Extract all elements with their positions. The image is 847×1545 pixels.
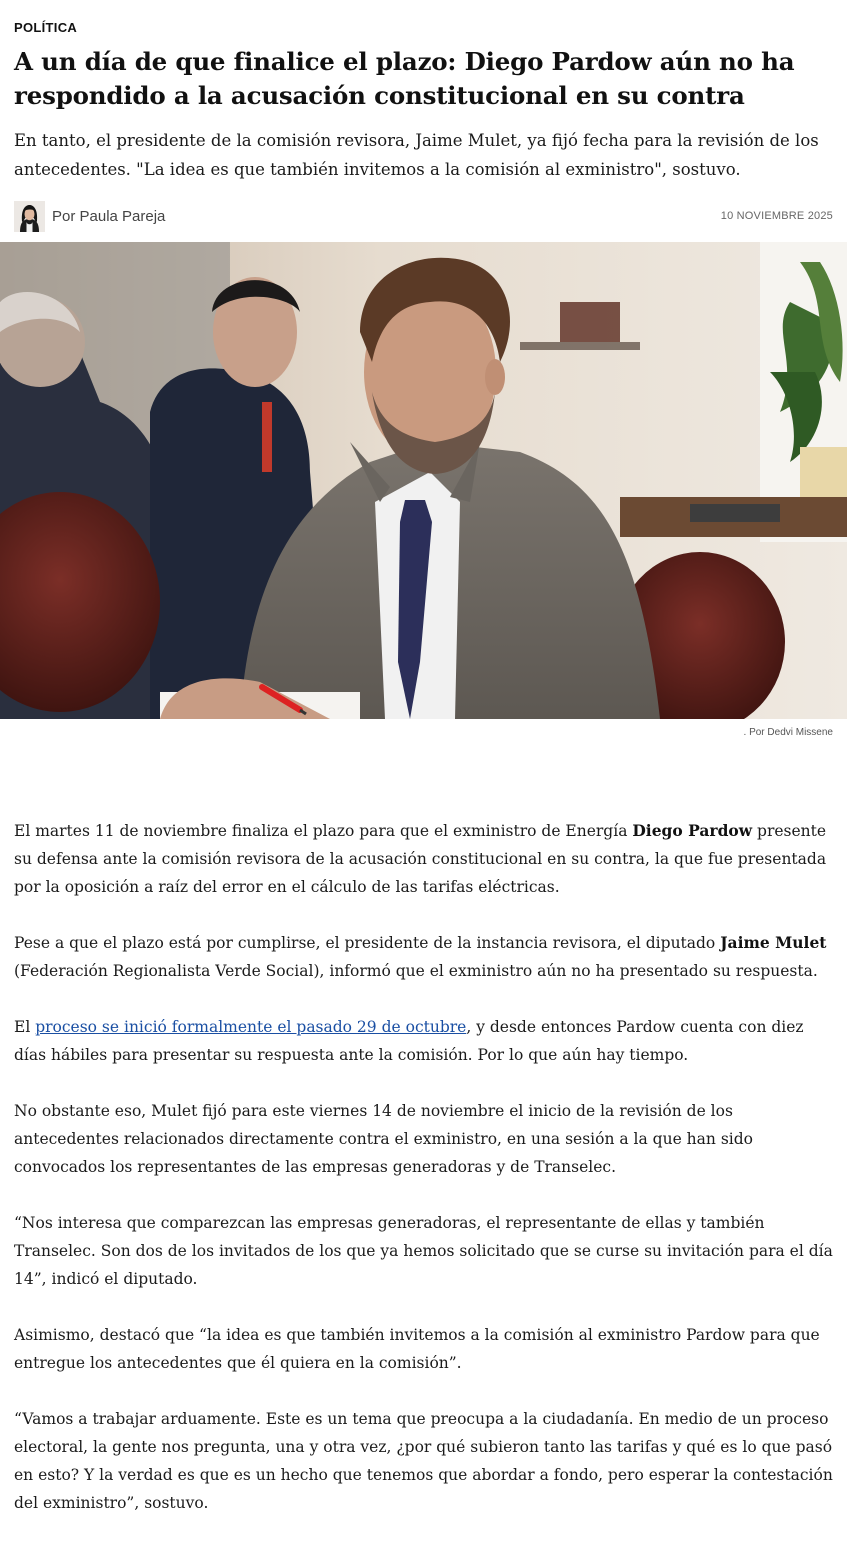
paragraph-2: Pese a que el plazo está por cumplirse, el presidente de la instancia revisora, el diputado Jaime Mulet (Federación Regionalista Verde Social), informó que el exministro aún no ha presentado su respuesta. — [14, 933, 827, 980]
publish-date: 10 NOVIEMBRE 2025 — [720, 210, 833, 222]
article-dek: En tanto, el presidente de la comisión revisora, Jaime Mulet, ya fijó fecha para la revisión de los antecedentes. "La idea es que también invitemos a la comisión al exministro", sostuvo. — [14, 131, 819, 179]
section-label[interactable]: POLÍTICA — [14, 20, 78, 35]
paragraph-4: No obstante eso, Mulet fijó para este viernes 14 de noviembre el inicio de la revisión de los antecedentes relacionados directamente contra el exministro, en una sesión a la que han sido convocados los representantes de las empresas generadoras y de Transelec. — [14, 1102, 753, 1176]
paragraph-6: Asimismo, destacó que “la idea es que también invitemos a la comisión al exministro Pardow para que entregue los antecedentes que él quiera en la comisión”. — [14, 1326, 820, 1372]
photo-caption: . Por Dedvi Missene — [743, 727, 833, 738]
byline-row — [14, 200, 833, 232]
inline-link-proceso[interactable]: proceso se inició formalmente el pasado 29 de octubre — [35, 1018, 467, 1036]
article-title: A un día de que finalice el plazo: Diego Pardow aún no ha respondido a la acusación constitucional en su contra — [14, 47, 795, 110]
paragraph-1: El martes 11 de noviembre finaliza el plazo para que el exministro de Energía Diego Pardow presente su defensa ante la comisión revisora de la acusación constitucional en su contra, la que fue presentada por la oposición a raíz del error en el cálculo de las tarifas eléctricas. — [14, 821, 827, 896]
article-photo — [0, 242, 847, 719]
author-byline[interactable]: Por Paula Pareja — [52, 207, 166, 225]
paragraph-7: “Vamos a trabajar arduamente. Este es un tema que preocupa a la ciudadanía. En medio de un proceso electoral, la gente nos pregunta, una y otra vez, ¿por qué subieron tanto las tarifas y qué es lo que pasó en esto? Y la verdad es que es un hecho que tenemos que abordar a fondo, pero esperar la contestación del exministro”, sostuvo. — [14, 1410, 833, 1512]
article-body — [14, 817, 837, 1545]
paragraph-5: “Nos interesa que comparezcan las empresas generadoras, el representante de ellas y también Transelec. Son dos de los invitados de los que ya hemos solicitado que se curse su invitación para el día 14”, indicó el diputado. — [14, 1214, 833, 1288]
paragraph-3: El proceso se inició formalmente el pasado 29 de octubre, y desde entonces Pardow cuenta con diez días hábiles para presentar su respuesta ante la comisión. Por lo que aún hay tiempo. — [14, 1018, 804, 1064]
author-avatar[interactable] — [14, 201, 45, 232]
